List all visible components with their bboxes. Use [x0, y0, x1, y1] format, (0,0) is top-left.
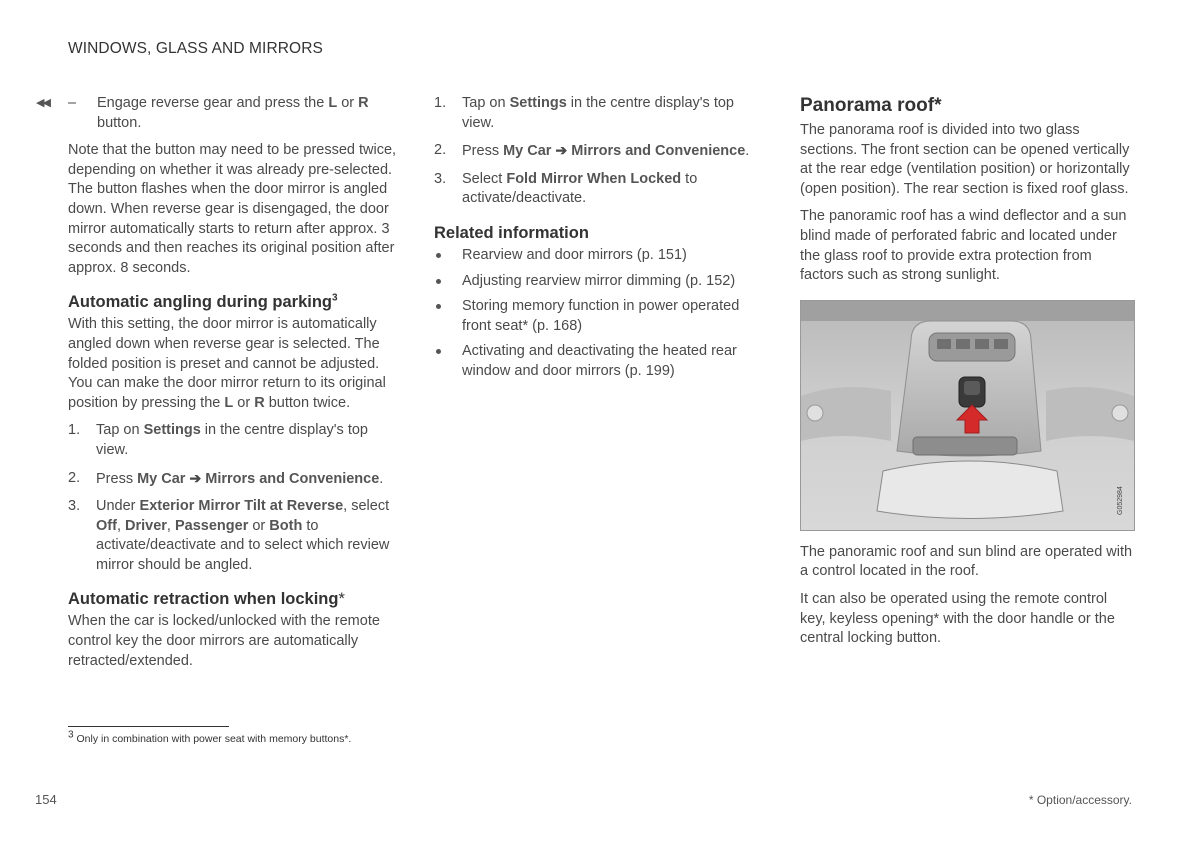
roof-paragraph-2: The panoramic roof has a wind deflector and a sun blind made of perforated fabric and located under the glass roof to provide extra protection from factors such as strong sunlight. — [800, 208, 1127, 284]
arrow-right-icon: ➔ — [555, 142, 568, 159]
related-link[interactable] — [434, 297, 764, 336]
option-off: Off — [96, 517, 117, 534]
footnote-text: Only in combination with power seat with memory buttons*. — [73, 733, 352, 745]
button-r-label: R — [358, 95, 369, 111]
bullet-icon — [436, 349, 441, 354]
angling-paragraph — [68, 315, 400, 413]
step-text: Press — [462, 143, 504, 160]
option-driver: Driver — [125, 517, 167, 534]
button-r-label: R — [254, 394, 265, 411]
dash-or: or — [337, 95, 359, 111]
step-text: Tap on — [462, 95, 510, 111]
note-paragraph: Note that the button may need to be pressed twice, depending on whether it was already pre-selected. The button flashes when the door mirror is angled down. When reverse gear is disengaged, the door mirror automatically starts to return after approx. 3 seconds and then reaches its original position after approx. 8 seconds. — [68, 142, 397, 276]
roof-control-illustration — [800, 300, 1135, 531]
button-l-label: L — [328, 95, 338, 111]
step-3 — [434, 170, 764, 209]
step-text: in the centre display's top view. — [96, 422, 368, 458]
angling-text: With this setting, the door mirror is automatically angled down when reverse gear is selected. The folded position is preset and cannot be adjusted. You can make the door mirror return to its original position by pressing the — [68, 316, 386, 411]
dash-text: Engage reverse gear and press the — [97, 95, 329, 111]
heading-automatic-angling — [68, 292, 400, 313]
bullet-icon — [436, 304, 441, 309]
step-number: 1. — [68, 422, 81, 439]
step-1 — [434, 94, 764, 133]
menu-fold-mirror: Fold Mirror When Locked — [506, 170, 682, 187]
roof-paragraph-3: The panoramic roof and sun blind are operated with a control located in the roof. — [800, 543, 1133, 580]
option-both: Both — [269, 517, 303, 534]
footnote — [68, 729, 352, 745]
roof-paragraph-4: It can also be operated using the remote control key, keyless opening* with the door handle or the central locking button. — [800, 590, 1115, 647]
step-text: Press — [96, 470, 138, 487]
bullet-icon — [436, 279, 441, 284]
menu-mirrors-convenience: Mirrors and Convenience — [571, 143, 746, 160]
menu-my-car: My Car — [137, 470, 186, 487]
step-number: 3. — [434, 170, 447, 187]
menu-mirrors-convenience: Mirrors and Convenience — [205, 470, 380, 487]
step-number: 2. — [68, 469, 81, 486]
option-star: * — [338, 590, 345, 609]
roof-paragraph-1: The panorama roof is divided into two glass sections. The front section can be opened vertically at the rear edge (ventilation position) or horizontally (open position). The rear section is fixed roof glass. — [800, 122, 1130, 197]
related-link-text: Adjusting rearview mirror dimming (p. 152) — [462, 272, 736, 289]
step-text: to activate/deactivate. — [462, 170, 698, 207]
step-text: , — [166, 517, 175, 534]
step-text: or — [248, 517, 270, 534]
step-text: , — [116, 517, 125, 534]
step-text: Under — [96, 498, 140, 515]
arrow-right-icon: ➔ — [189, 469, 202, 486]
menu-settings: Settings — [143, 422, 201, 439]
step-1 — [68, 421, 400, 460]
heading-automatic-retraction — [68, 589, 400, 610]
menu-exterior-mirror-tilt: Exterior Mirror Tilt at Reverse — [139, 498, 344, 515]
step-text: , select — [343, 498, 390, 515]
step-2 — [68, 469, 400, 490]
heading-panorama-roof: Panorama roof* — [800, 95, 942, 116]
column-2 — [434, 94, 764, 388]
back-nav-icon[interactable]: ◀◀ — [36, 97, 49, 109]
step-2 — [434, 141, 764, 162]
option-passenger: Passenger — [174, 517, 249, 534]
retraction-paragraph: When the car is locked/unlocked with the remote control key the door mirrors are automatically retracted/extended. — [68, 613, 380, 669]
step-text: . — [745, 143, 750, 160]
step-3 — [68, 497, 400, 575]
angling-or: or — [233, 394, 255, 411]
footnote-ref[interactable]: 3 — [332, 292, 338, 304]
dash-step — [68, 94, 400, 133]
section-header: WINDOWS, GLASS AND MIRRORS — [68, 40, 323, 57]
step-text: to activate/deactivate and to select which review mirror should be angled. — [96, 517, 390, 573]
step-number: 1. — [434, 95, 447, 111]
column-3 — [800, 94, 1135, 657]
heading-text: Automatic retraction when locking — [68, 590, 339, 609]
step-text: in the centre display's top view. — [462, 95, 734, 131]
image-code: G052984 — [1117, 485, 1124, 515]
step-text: Select — [462, 170, 507, 187]
related-link-text: Storing memory function in power operated front seat* (p. 168) — [462, 298, 740, 334]
heading-text: Automatic angling during parking — [68, 293, 332, 312]
step-text: . — [379, 470, 384, 487]
column-1 — [68, 94, 400, 679]
option-accessory-note: * Option/accessory. — [1028, 793, 1132, 807]
footnote-mark: 3 — [68, 729, 74, 741]
bullet-icon — [436, 253, 441, 258]
page-number: 154 — [35, 792, 57, 807]
step-number: 2. — [434, 142, 447, 159]
menu-my-car: My Car — [503, 143, 552, 160]
step-number: 3. — [68, 498, 81, 515]
dash-text-end: button. — [97, 114, 142, 131]
related-link[interactable] — [434, 246, 764, 266]
related-link[interactable] — [434, 342, 764, 381]
footnote-divider — [68, 726, 229, 727]
roof-console-image — [801, 301, 1134, 530]
related-link-text: Activating and deactivating the heated rear window and door mirrors (p. 199) — [462, 343, 737, 379]
related-link[interactable] — [434, 272, 764, 292]
related-link-text: Rearview and door mirrors (p. 151) — [462, 246, 687, 263]
step-text: Tap on — [96, 422, 144, 439]
button-l-label: L — [224, 394, 234, 411]
angling-text-end: button twice. — [264, 394, 351, 411]
heading-related-information: Related information — [434, 223, 589, 242]
dash-mark: – — [68, 95, 77, 111]
menu-settings: Settings — [509, 95, 567, 111]
